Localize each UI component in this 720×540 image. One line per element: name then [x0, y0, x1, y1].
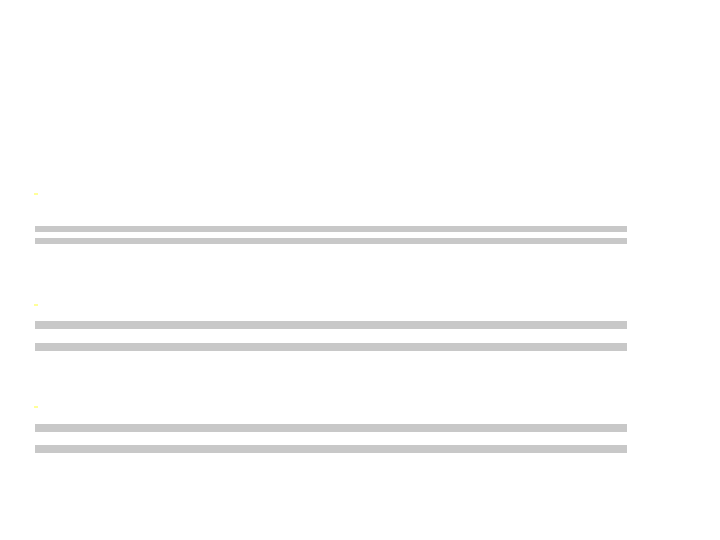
ruler-knowlesi-upper	[35, 321, 627, 329]
ruler-knowlesi-lower	[35, 343, 627, 351]
species-label-knowlesi	[34, 304, 38, 306]
species-label-falciparum	[34, 193, 38, 195]
ruler-yoelii-lower	[35, 445, 627, 453]
ruler-falciparum	[35, 226, 627, 232]
species-label-yoelii	[34, 406, 38, 408]
ruler-falciparum-lower	[35, 238, 627, 244]
ruler-yoelii-upper	[35, 424, 627, 432]
